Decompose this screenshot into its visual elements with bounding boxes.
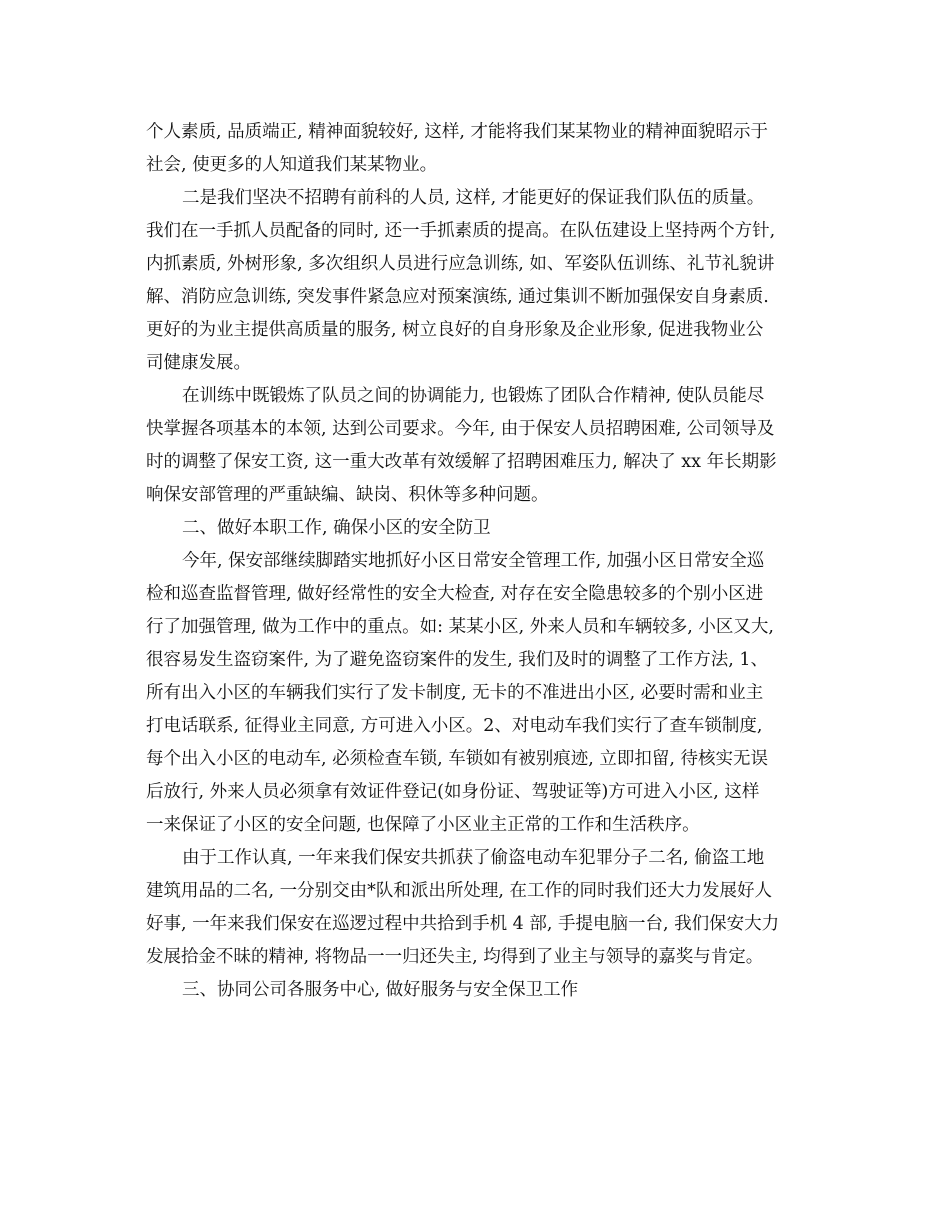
text-line: 社会, 使更多的人知道我们某某物业。: [146, 155, 438, 175]
text-line: 打电话联系, 征得业主同意, 方可进入小区。2、对电动车我们实行了查车锁制度,: [146, 716, 763, 736]
text-line: 二是我们坚决不招聘有前科的人员, 这样, 才能更好的保证我们队伍的质量。: [182, 188, 765, 208]
text-line: 发展拾金不昧的精神, 将物品一一归还失主, 均得到了业主与领导的嘉奖与肯定。: [146, 947, 764, 967]
text-line: 所有出入小区的车辆我们实行了发卡制度, 无卡的不准进出小区, 必要时需和业主: [146, 683, 764, 703]
text-line: 二、做好本职工作, 确保小区的安全防卫: [182, 518, 491, 538]
document-body: [146, 116, 811, 1007]
text-line: 今年, 保安部继续脚踏实地抓好小区日常安全管理工作, 加强小区日常安全巡: [182, 551, 765, 571]
text-line: 一来保证了小区的安全问题, 也保障了小区业主正常的工作和生活秩序。: [146, 815, 700, 835]
text-line: 在训练中既锻炼了队员之间的协调能力, 也锻炼了团队合作精神, 使队员能尽: [182, 386, 765, 406]
text-line: 检和巡查监督管理, 做好经常性的安全大检查, 对存在安全隐患较多的个别小区进: [146, 584, 764, 604]
text-line: 个人素质, 品质端正, 精神面貌较好, 这样, 才能将我们某某物业的精神面貌昭示于: [146, 122, 768, 142]
text-line: 建筑用品的二名, 一分别交由*队和派出所处理, 在工作的同时我们还大力发展好人: [146, 881, 772, 901]
text-line: 快掌握各项基本的本领, 达到公司要求。今年, 由于保安人员招聘困难, 公司领导及: [146, 419, 775, 439]
text-line: 很容易发生盗窃案件, 为了避免盗窃案件的发生, 我们及时的调整了工作方法, 1、: [146, 650, 769, 670]
text-line: 由于工作认真, 一年来我们保安共抓获了偷盗电动车犯罪分子二名, 偷盗工地: [182, 848, 765, 868]
text-line: 内抓素质, 外树形象, 多次组织人员进行应急训练, 如、军姿队伍训练、礼节礼貌讲: [146, 254, 775, 274]
text-line: 每个出入小区的电动车, 必须检查车锁, 车锁如有被别痕迹, 立即扣留, 待核实无误: [146, 749, 768, 769]
text-line: 司健康发展。: [146, 353, 251, 373]
text-line: 后放行, 外来人员必须拿有效证件登记(如身份证、驾驶证等)方可进入小区, 这样: [146, 782, 760, 802]
text-line: 好事, 一年来我们保安在巡逻过程中共拾到手机 4 部, 手提电脑一台, 我们保安大力: [146, 914, 780, 934]
text-line: 解、消防应急训练, 突发事件紧急应对预案演练, 通过集训不断加强保安自身素质.: [146, 287, 769, 307]
text-line: 响保安部管理的严重缺编、缺岗、积休等多种问题。: [146, 485, 549, 505]
text-line: 我们在一手抓人员配备的同时, 还一手抓素质的提高。在队伍建设上坚持两个方针,: [146, 221, 776, 241]
text-line: 三、协同公司各服务中心, 做好服务与安全保卫工作: [182, 980, 579, 1000]
text-line: 行了加强管理, 做为工作中的重点。如: 某某小区, 外来人员和车辆较多, 小区又大,: [146, 617, 774, 637]
text-line: 时的调整了保安工资, 这一重大改革有效缓解了招聘困难压力, 解决了 xx 年长期影: [146, 452, 777, 472]
text-line: 更好的为业主提供高质量的服务, 树立良好的自身形象及企业形象, 促进我物业公: [146, 320, 764, 340]
